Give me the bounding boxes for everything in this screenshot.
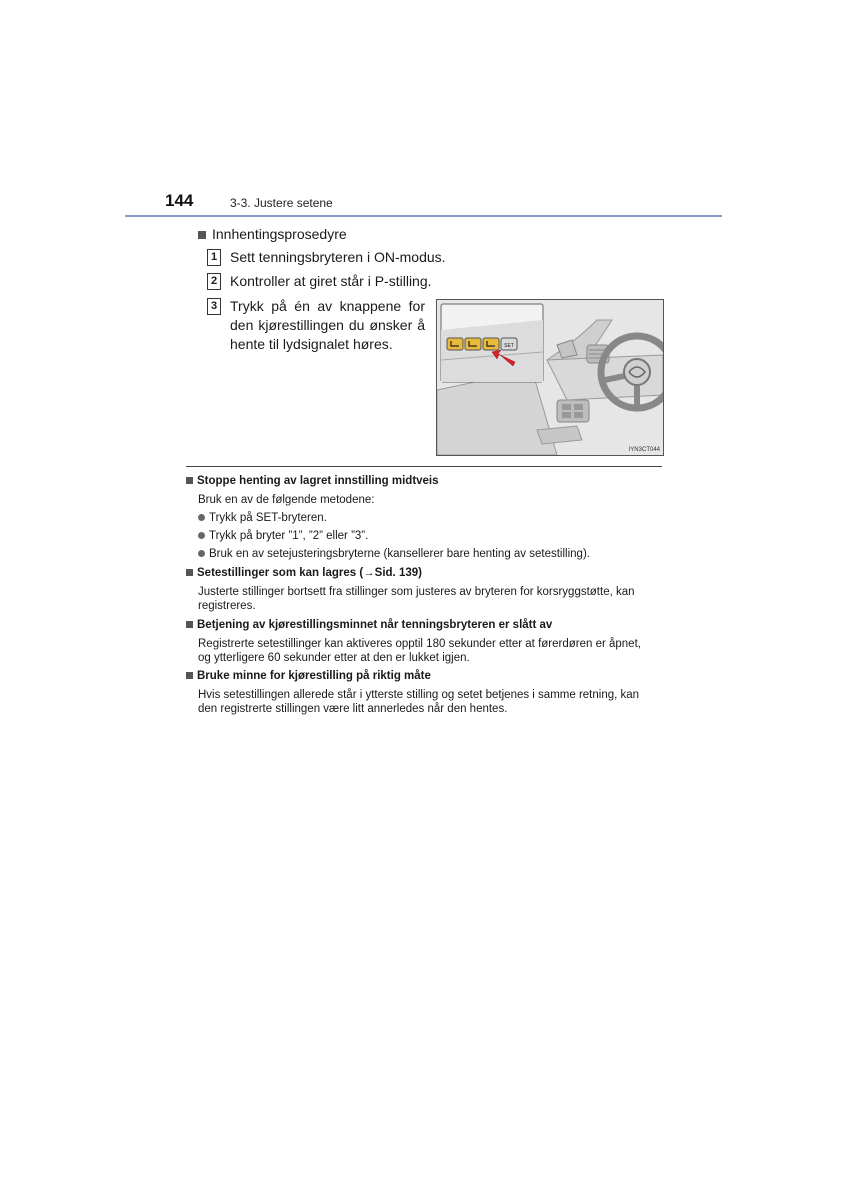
bullet-dot-icon — [198, 514, 205, 521]
bullet-item — [198, 548, 590, 560]
note-body-line: og ytterligere 60 sekunder etter at den er lukket igjen. — [198, 652, 470, 664]
bullet-dot-icon — [198, 550, 205, 557]
bullet-text: Trykk på SET-bryteren. — [209, 512, 327, 524]
square-bullet-icon — [198, 231, 206, 239]
procedure-heading-text: Innhentingsprosedyre — [212, 226, 347, 242]
header-rule — [125, 215, 722, 217]
square-bullet-icon — [186, 621, 193, 628]
step-text: Sett tenningsbryteren i ON-modus. — [230, 249, 446, 265]
note-heading-text: Stoppe henting av lagret innstilling midtveis — [197, 475, 439, 487]
step-number-badge: 2 — [207, 273, 221, 290]
section-title: 3-3. Justere setene — [230, 196, 333, 210]
note-body: Bruk en av de følgende metodene: — [198, 494, 375, 506]
bullet-text: Trykk på bryter ”1”, ”2” eller ”3”. — [209, 530, 369, 542]
memory-buttons-illustration — [436, 299, 664, 456]
note-heading — [186, 670, 431, 682]
bullet-item — [198, 512, 327, 524]
note-body-line: Justerte stillinger bortsett fra stillinger som justeres av bryteren for korsryggstøtte, kan — [198, 586, 635, 598]
bullet-text: Bruk en av setejusteringsbryterne (kansellerer bare henting av setestilling). — [209, 548, 590, 560]
step-number-badge: 3 — [207, 298, 221, 315]
square-bullet-icon — [186, 672, 193, 679]
note-body — [198, 585, 658, 613]
note-body-line: Registrerte setestillinger kan aktiveres opptil 180 sekunder etter at førerdøren er åpnet, — [198, 638, 641, 650]
notes-divider — [186, 466, 662, 467]
note-body-line: Hvis setestillingen allerede står i ytterste stilling og setet betjenes i samme retning, kan — [198, 689, 640, 701]
note-heading — [186, 567, 422, 579]
note-heading — [186, 475, 439, 487]
note-heading-text: Betjening av kjørestillingsminnet når tenningsbryteren er slått av — [197, 619, 553, 631]
bullet-dot-icon — [198, 532, 205, 539]
page-number: 144 — [165, 191, 194, 210]
procedure-heading — [198, 226, 347, 242]
square-bullet-icon — [186, 477, 193, 484]
note-body — [198, 637, 658, 665]
note-heading-text: Setestillinger som kan lagres (→Sid. 139) — [197, 567, 422, 579]
set-button-label: SET — [504, 343, 514, 349]
bullet-item — [198, 530, 368, 542]
square-bullet-icon — [186, 569, 193, 576]
note-body — [198, 688, 658, 716]
note-heading — [186, 619, 552, 631]
car-interior-drawing — [437, 300, 663, 455]
figure-code: IYN3CT044 — [628, 447, 660, 453]
note-body-line: registreres. — [198, 600, 256, 612]
step-text: Trykk på én av knappene for den kjørestillingen du ønsker å hente til lydsignalet høres. — [230, 298, 425, 352]
note-heading-text: Bruke minne for kjørestilling på riktig måte — [197, 670, 431, 682]
step-text: Kontroller at giret står i P-stilling. — [230, 273, 432, 289]
note-body-line: den registrerte stillingen være litt annerledes når den hentes. — [198, 703, 508, 715]
step-number-badge: 1 — [207, 249, 221, 266]
